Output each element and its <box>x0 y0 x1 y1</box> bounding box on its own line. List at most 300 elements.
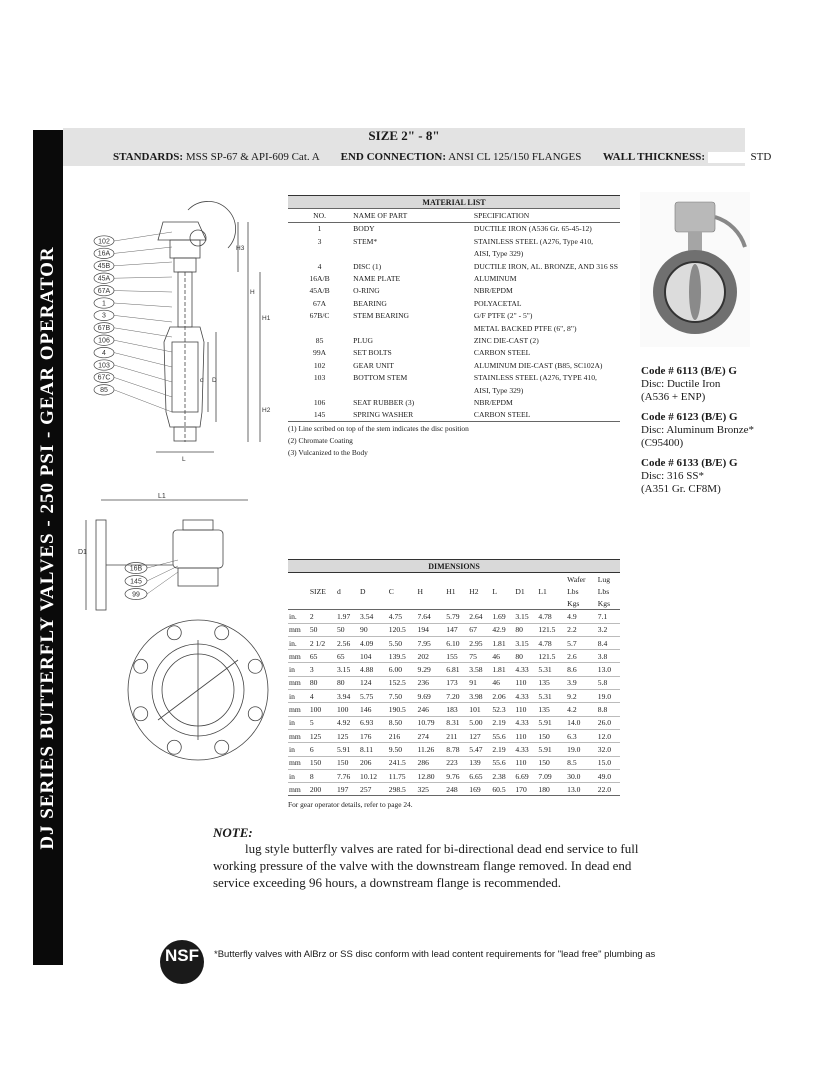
table-cell: mm <box>288 703 309 716</box>
table-cell: 146 <box>359 703 388 716</box>
dim-label: d <box>200 377 204 384</box>
table-cell: 46 <box>491 676 514 689</box>
table-cell: 14.0 <box>566 716 597 729</box>
material-note: (1) Line scribed on top of the stem indicates the disc position <box>288 424 469 433</box>
table-cell: 9.50 <box>388 743 417 756</box>
table-cell: 5.91 <box>537 743 566 756</box>
table-cell: in <box>288 743 309 756</box>
table-row <box>288 310 620 322</box>
table-cell: 124 <box>359 676 388 689</box>
part-callout <box>94 310 172 322</box>
table-cell: 5.7 <box>566 636 597 649</box>
table-cell: 4.33 <box>514 690 537 703</box>
table-cell: 150 <box>309 756 336 769</box>
column-header: Kgs <box>597 597 620 610</box>
table-cell: 10.12 <box>359 769 388 782</box>
dim-label: D1 <box>78 549 87 556</box>
table-row <box>288 409 620 422</box>
table-cell: mm <box>288 756 309 769</box>
table-cell: 135 <box>537 703 566 716</box>
table-cell: GEAR UNIT <box>353 360 394 370</box>
table-cell: 4.78 <box>537 636 566 649</box>
side-banner <box>33 130 63 965</box>
code-disc: Disc: Ductile Iron <box>641 378 721 390</box>
dim-label: H <box>250 289 255 296</box>
table-cell: 22.0 <box>597 783 620 796</box>
table-cell: 2 <box>309 610 336 623</box>
standards-value: MSS SP-67 & API-609 Cat. A <box>185 151 320 163</box>
table-cell: 8.31 <box>445 716 468 729</box>
table-cell: 7.95 <box>417 636 446 649</box>
table-cell: 197 <box>336 783 359 796</box>
table-cell: BODY <box>353 224 375 234</box>
end-connection-value: ANSI CL 125/150 FLANGES <box>448 151 582 163</box>
part-callout-label: 67B <box>97 325 111 333</box>
table-row <box>288 636 620 649</box>
table-cell: 5.47 <box>468 743 491 756</box>
table-cell: 4.33 <box>514 663 537 676</box>
part-callout-label: 4 <box>102 349 106 357</box>
column-header <box>309 597 336 610</box>
table-cell: 152.5 <box>388 676 417 689</box>
part-callout-label: 16A <box>97 250 111 258</box>
table-cell: POLYACETAL <box>473 298 522 308</box>
column-header <box>537 573 566 586</box>
table-cell: 7.50 <box>388 690 417 703</box>
side-banner-text: DJ SERIES BUTTERFLY VALVES - 250 PSI - GEAR OPERATOR <box>37 245 58 850</box>
table-cell: 3.98 <box>468 690 491 703</box>
column-header <box>288 573 309 586</box>
table-cell: 2.64 <box>468 610 491 623</box>
table-cell: 55.6 <box>491 729 514 742</box>
table-cell: 110 <box>514 676 537 689</box>
table-cell <box>351 384 472 396</box>
table-row <box>288 610 620 623</box>
table-cell: 2.56 <box>336 636 359 649</box>
table-cell: 19.0 <box>597 690 620 703</box>
standards-label: STANDARDS: <box>113 151 184 163</box>
dimensions-table <box>288 559 620 796</box>
code-number: Code # 6113 (B/E) G <box>641 365 737 377</box>
table-cell: SPRING WASHER <box>351 409 472 422</box>
table-row <box>288 756 620 769</box>
table-row <box>288 371 620 383</box>
table-cell: 150 <box>537 756 566 769</box>
table-cell: 67B/C <box>309 311 330 321</box>
table-row <box>288 359 620 371</box>
table-cell: STAINLESS STEEL (A276, Type 410, <box>473 236 594 246</box>
table-cell: 223 <box>445 756 468 769</box>
table-row <box>288 260 620 272</box>
table-cell: 67A <box>313 298 327 308</box>
column-header <box>468 573 491 586</box>
table-cell: 125 <box>309 729 336 742</box>
table-cell: 2 1/2 <box>309 636 336 649</box>
table-cell: 10.79 <box>417 716 446 729</box>
column-header <box>388 597 417 610</box>
table-cell: 75 <box>468 650 491 663</box>
column-header: D <box>360 586 366 596</box>
table-row <box>288 222 620 235</box>
part-callout <box>94 273 172 283</box>
table-cell: 4.09 <box>359 636 388 649</box>
code-disc: Disc: 316 SS* <box>641 470 704 482</box>
table-cell: 6.65 <box>468 769 491 782</box>
table-cell: in <box>288 716 309 729</box>
table-cell: 155 <box>445 650 468 663</box>
table-row <box>288 769 620 782</box>
table-cell: 91 <box>468 676 491 689</box>
end-connection-label: END CONNECTION: <box>340 151 447 163</box>
table-cell: AISI, Type 329) <box>473 249 524 259</box>
part-callout-label: 85 <box>100 387 108 395</box>
table-cell: 5.91 <box>336 743 359 756</box>
table-cell: 1.81 <box>491 636 514 649</box>
table-cell: 125 <box>336 729 359 742</box>
table-cell: 246 <box>417 703 446 716</box>
column-header: H1 <box>446 586 456 596</box>
table-cell: mm <box>288 623 309 636</box>
code-block <box>641 457 738 496</box>
table-cell: 2.2 <box>566 623 597 636</box>
table-row <box>288 384 620 396</box>
table-cell: 6.00 <box>388 663 417 676</box>
table-cell: 2.19 <box>491 743 514 756</box>
table-cell: 120.5 <box>388 623 417 636</box>
table-cell: NBR/EPDM <box>473 397 513 407</box>
table-cell: NBR/EPDM <box>473 286 513 296</box>
table-cell: 5.75 <box>359 690 388 703</box>
table-cell: mm <box>288 783 309 796</box>
table-cell: 6.10 <box>445 636 468 649</box>
table-cell: 4.88 <box>359 663 388 676</box>
code-number: Code # 6123 (B/E) G <box>641 411 738 423</box>
table-cell: 202 <box>417 650 446 663</box>
table-cell: 49.0 <box>597 769 620 782</box>
table-cell: in <box>288 663 309 676</box>
part-callout-label: 99 <box>132 591 140 599</box>
table-cell: 4 <box>317 261 322 271</box>
column-header <box>336 573 359 586</box>
table-cell: mm <box>288 650 309 663</box>
table-cell: 2.6 <box>566 650 597 663</box>
table-row <box>288 663 620 676</box>
table-cell: 100 <box>336 703 359 716</box>
table-cell: 60.5 <box>491 783 514 796</box>
table-cell: in <box>288 769 309 782</box>
code-block <box>641 365 737 404</box>
table-row <box>288 272 620 284</box>
column-header <box>491 597 514 610</box>
table-cell: BEARING <box>353 298 387 308</box>
nsf-logo-text: NSF <box>165 946 199 965</box>
table-cell: 2.19 <box>491 716 514 729</box>
table-cell: 5.31 <box>537 663 566 676</box>
material-notes <box>288 423 469 459</box>
table-row <box>288 743 620 756</box>
table-cell: 6 <box>309 743 336 756</box>
table-cell: 1.69 <box>491 610 514 623</box>
column-header: NO. <box>288 209 351 222</box>
table-row <box>288 235 620 247</box>
table-cell: 16A/B <box>309 274 330 284</box>
table-cell: 13.0 <box>597 663 620 676</box>
redaction-mask <box>708 152 748 163</box>
table-cell: METAL BACKED PTFE (6", 8") <box>473 323 577 333</box>
table-cell: 45A/B <box>309 286 330 296</box>
table-cell: 4 <box>309 690 336 703</box>
table-cell: 80 <box>514 623 537 636</box>
table-cell: 1.97 <box>336 610 359 623</box>
valve-face-drawing <box>78 490 288 820</box>
wall-thickness-value: STD <box>750 151 772 163</box>
table-cell: 7.76 <box>336 769 359 782</box>
table-cell: 7.64 <box>417 610 446 623</box>
table-cell: 7.1 <box>597 610 620 623</box>
table-cell: mm <box>288 729 309 742</box>
table-cell: 42.9 <box>491 623 514 636</box>
table-cell: 3.54 <box>359 610 388 623</box>
table-cell: 183 <box>445 703 468 716</box>
table-cell: 106 <box>313 397 326 407</box>
table-cell: 1 <box>317 224 322 234</box>
table-cell: 121.5 <box>537 650 566 663</box>
column-header: L1 <box>538 586 547 596</box>
table-cell: 135 <box>537 676 566 689</box>
table-cell: 169 <box>468 783 491 796</box>
table-cell: NAME PLATE <box>353 274 401 284</box>
table-cell: 15.0 <box>597 756 620 769</box>
dim-label: L1 <box>158 493 166 500</box>
table-cell: 4.78 <box>537 610 566 623</box>
part-callout <box>94 232 172 246</box>
column-header: Lbs <box>597 586 610 596</box>
note-text: lug style butterfly valves are rated for bi-directional dead end service to full working pressure of the valve with the downstream flange removed. In dead end service exceeding 96 hours, a downstream flange is recommended. <box>213 841 639 890</box>
column-header <box>417 597 446 610</box>
table-row <box>288 783 620 796</box>
table-cell: 104 <box>359 650 388 663</box>
column-header: L <box>492 586 497 596</box>
part-callout-label: 103 <box>98 362 110 370</box>
table-cell: 139 <box>468 756 491 769</box>
table-cell: CARBON STEEL <box>472 409 620 422</box>
dim-label: D <box>212 377 217 384</box>
part-callout-label: 67A <box>97 287 111 295</box>
table-cell: 257 <box>359 783 388 796</box>
column-header: Wafer <box>567 574 586 584</box>
table-cell: 19.0 <box>566 743 597 756</box>
table-cell: 298.5 <box>388 783 417 796</box>
table-cell: SET BOLTS <box>353 348 392 358</box>
column-header: d <box>336 586 341 596</box>
table-cell: 85 <box>315 335 324 345</box>
table-cell: 13.0 <box>566 783 597 796</box>
table-cell: 211 <box>445 729 468 742</box>
table-cell: DUCTILE IRON (A536 Gr. 65-45-12) <box>473 224 592 234</box>
table-cell: in. <box>288 636 309 649</box>
table-cell: STAINLESS STEEL (A276, TYPE 410, <box>473 373 597 383</box>
column-header <box>491 573 514 586</box>
material-note: (2) Chromate Coating <box>288 436 353 445</box>
table-cell: 46 <box>491 650 514 663</box>
table-cell: 80 <box>309 676 336 689</box>
column-header <box>388 573 417 586</box>
table-row <box>288 650 620 663</box>
table-cell: 176 <box>359 729 388 742</box>
column-header <box>359 597 388 610</box>
header-row <box>288 585 620 597</box>
table-cell: 325 <box>417 783 446 796</box>
table-cell: 50 <box>309 623 336 636</box>
table-cell: 102 <box>313 360 326 370</box>
table-cell: 101 <box>468 703 491 716</box>
column-header: NAME OF PART <box>351 209 472 222</box>
table-cell: 8.8 <box>597 703 620 716</box>
table-cell: 12.80 <box>417 769 446 782</box>
part-callout <box>94 298 172 308</box>
dimensions-title: DIMENSIONS <box>288 560 620 573</box>
code-block <box>641 411 754 450</box>
code-spec: (A536 + ENP) <box>641 391 706 403</box>
table-row <box>288 676 620 689</box>
table-cell: 8.5 <box>566 756 597 769</box>
table-cell: 8 <box>309 769 336 782</box>
table-cell <box>351 322 472 334</box>
material-list-table <box>288 195 620 422</box>
part-callout-label: 1 <box>102 300 106 308</box>
column-header <box>309 573 336 586</box>
column-header <box>359 573 388 586</box>
part-callout-label: 45A <box>97 275 111 283</box>
table-cell: 80 <box>336 676 359 689</box>
table-cell: 99A <box>313 348 327 358</box>
table-cell: 248 <box>445 783 468 796</box>
column-header: SPECIFICATION <box>472 209 620 222</box>
table-cell: 139.5 <box>388 650 417 663</box>
table-cell: 9.76 <box>445 769 468 782</box>
table-cell: 6.81 <box>445 663 468 676</box>
table-cell: 5.8 <box>597 676 620 689</box>
table-cell: 103 <box>313 373 326 383</box>
nsf-logo <box>160 940 204 984</box>
table-row <box>288 716 620 729</box>
table-cell: 4.33 <box>514 716 537 729</box>
table-cell: 127 <box>468 729 491 742</box>
table-cell: DISC (1) <box>353 261 382 271</box>
lead-free-statement: *Butterfly valves with AlBrz or SS disc conform with lead content requirements for "lead free" plumbing as <box>214 949 656 960</box>
part-callout-label: 145 <box>130 578 142 586</box>
table-cell: 3.15 <box>514 610 537 623</box>
table-cell: 274 <box>417 729 446 742</box>
table-cell: 3.94 <box>336 690 359 703</box>
table-cell: 8.11 <box>359 743 388 756</box>
column-header: C <box>388 586 394 596</box>
part-callout <box>94 261 172 271</box>
part-callout <box>125 572 178 600</box>
table-cell: 7.09 <box>537 769 566 782</box>
column-header <box>514 573 537 586</box>
part-callout-label: 67C <box>97 374 111 382</box>
column-header <box>288 585 309 597</box>
table-cell: AISI, Type 329) <box>473 385 524 395</box>
table-cell: 6.93 <box>359 716 388 729</box>
table-cell: 147 <box>445 623 468 636</box>
part-callout-label: 3 <box>102 312 106 320</box>
table-cell: 4.33 <box>514 743 537 756</box>
header-row <box>288 597 620 610</box>
table-cell: 5.79 <box>445 610 468 623</box>
column-header: H <box>417 586 423 596</box>
code-spec: (C95400) <box>641 437 684 449</box>
column-header <box>445 597 468 610</box>
column-header <box>445 573 468 586</box>
table-cell: 26.0 <box>597 716 620 729</box>
table-cell: 90 <box>359 623 388 636</box>
table-cell: 3 <box>317 236 322 246</box>
table-cell: in <box>288 690 309 703</box>
table-row <box>288 285 620 297</box>
part-callout <box>94 285 172 295</box>
valve-photo <box>640 192 750 347</box>
table-cell: O-RING <box>353 286 380 296</box>
table-cell: 5.50 <box>388 636 417 649</box>
table-cell: 52.3 <box>491 703 514 716</box>
note-heading: NOTE: <box>213 825 253 840</box>
column-header: D1 <box>515 586 525 596</box>
table-cell: 180 <box>537 783 566 796</box>
table-row <box>288 248 620 260</box>
table-cell: ALUMINUM <box>473 274 517 284</box>
table-cell: 206 <box>359 756 388 769</box>
code-disc: Disc: Aluminum Bronze* <box>641 424 755 436</box>
table-cell: 3.58 <box>468 663 491 676</box>
part-callout-label: 16B <box>129 565 143 573</box>
table-cell: 11.26 <box>417 743 446 756</box>
table-cell: 236 <box>417 676 446 689</box>
material-note: (3) Vulcanized to the Body <box>288 448 368 457</box>
table-cell: 55.6 <box>491 756 514 769</box>
table-cell: 8.50 <box>388 716 417 729</box>
table-cell: 30.0 <box>566 769 597 782</box>
table-cell: 50 <box>336 623 359 636</box>
table-cell: 8.4 <box>597 636 620 649</box>
table-cell: 4.92 <box>336 716 359 729</box>
part-callout-label: 102 <box>98 238 110 246</box>
valve-side-drawing <box>88 192 288 467</box>
table-cell: 3 <box>309 663 336 676</box>
table-cell: 4.2 <box>566 703 597 716</box>
table-cell: 170 <box>514 783 537 796</box>
dimensions-footnote: For gear operator details, refer to page 24. <box>288 800 413 809</box>
column-header: SIZE <box>309 586 326 596</box>
table-cell: 65 <box>336 650 359 663</box>
table-cell <box>288 322 351 334</box>
table-row <box>288 690 620 703</box>
header-row <box>288 573 620 586</box>
table-cell: 121.5 <box>537 623 566 636</box>
column-header: H2 <box>469 586 479 596</box>
table-cell: 150 <box>537 729 566 742</box>
table-row <box>288 396 620 408</box>
table-cell <box>288 248 351 260</box>
table-cell: DUCTILE IRON, AL. BRONZE, AND 316 SS <box>473 261 618 271</box>
table-cell: 32.0 <box>597 743 620 756</box>
column-header <box>288 597 309 610</box>
part-callout <box>94 247 172 259</box>
table-row <box>288 297 620 309</box>
table-cell: 1.81 <box>491 663 514 676</box>
table-cell: 241.5 <box>388 756 417 769</box>
